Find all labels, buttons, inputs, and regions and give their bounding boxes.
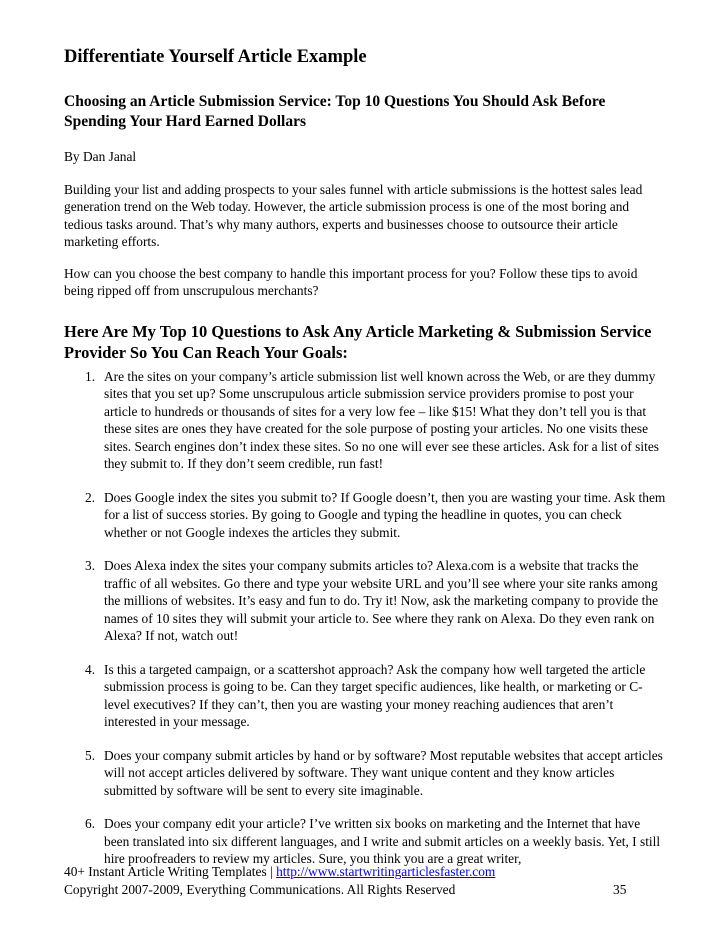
footer-prefix: 40+ Instant Article Writing Templates |: [64, 864, 277, 879]
list-item-text: Does your company edit your article? I’ve written six books on marketing and the Internet that have been translated into six different languages, and I write and submit articles on a weekly basis. Yet, I still hire proofreaders to review my articles. Sure, you think you are a great writer,: [104, 816, 661, 866]
list-item-number: 2.: [85, 489, 96, 505]
list-item-number: 1.: [85, 368, 96, 384]
intro-paragraph-1: Building your list and adding prospects to your sales funnel with article submissions is the hottest sales lead generation trend on the Web today. However, the article submission process is one of the most boring and tedious tasks around. That’s why many authors, experts and businesses choose to outsource their article marketing efforts.: [64, 181, 643, 249]
list-item: [85, 661, 668, 731]
list-item-text: Are the sites on your company’s article submission list well known across the Web, or are they dummy sites that you set up? Some unscrupulous article submission service providers promise to post your article to hundreds or thousands of sites for a very low fee – like $15! What they don’t tell you is that these sites are ones they have created for the sole purpose of posting your articles. No one visits these sites. Search engines don’t index these sites. So no one will ever see these articles. Ask for a list of sites they submit to. If they don’t seem credible, run fast!: [104, 368, 659, 471]
list-item-number: 6.: [85, 816, 96, 831]
list-item: [85, 815, 668, 868]
list-item-text: Does Alexa index the sites your company submits articles to? Alexa.com is a website that tracks the traffic of all websites. Go there and type your website URL and you’ll see where your site ranks among the millions of websites. It’s easy and fun to do. Try it! Now, ask the marketing company to provide the names of 10 sites they will submit your article to. See where they rank on Alexa. Do they even rank on Alexa? If not, watch out!: [104, 558, 659, 643]
questions-list: [64, 368, 668, 868]
list-item: [85, 489, 668, 542]
list-item-number: 3.: [85, 558, 96, 573]
footer-line-1: [64, 863, 668, 881]
list-item-number: 4.: [85, 661, 96, 677]
intro-paragraph-2: How can you choose the best company to handle this important process for you? Follow these tips to avoid being ripped off from unscrupulous merchants?: [64, 265, 638, 298]
section-heading: Here Are My Top 10 Questions to Ask Any Article Marketing & Submission Service Provider So You Can Reach Your Goals:: [64, 321, 652, 362]
list-item-text: Is this a targeted campaign, or a scattershot approach? Ask the company how well targeted the article submission process is going to be. Can they target specific audiences, like health, or marketing or C-level executives? If they can’t, then you are wasting your money reaching audiences that aren’t interested in your message.: [104, 661, 646, 729]
footer-copyright: Copyright 2007-2009, Everything Communications. All Rights Reserved: [64, 882, 456, 897]
list-item: [85, 747, 668, 800]
page-footer: [64, 863, 668, 899]
document-title: Differentiate Yourself Article Example: [64, 47, 367, 67]
byline: By Dan Janal: [64, 149, 137, 164]
footer-line-2: [64, 881, 668, 899]
list-item: [85, 368, 668, 473]
page-number: 35: [613, 882, 627, 897]
list-item-number: 5.: [85, 747, 96, 763]
list-item: [85, 557, 668, 645]
list-item-text: Does your company submit articles by hand or by software? Most reputable websites that accept articles will not accept articles delivered by software. They want unique content and they know articles submitted by software will be sent to every site imaginable.: [104, 747, 663, 798]
list-item-text: Does Google index the sites you submit to? If Google doesn’t, then you are wasting your time. Ask them for a list of success stories. By going to Google and typing the headline in quotes, you can check whether or not Google indexes the articles they submit.: [104, 489, 666, 540]
footer-website-link[interactable]: http://www.startwritingarticlesfaster.com: [276, 864, 496, 879]
article-subtitle: Choosing an Article Submission Service: Top 10 Questions You Should Ask Before Spending Your Hard Earned Dollars: [64, 93, 606, 130]
